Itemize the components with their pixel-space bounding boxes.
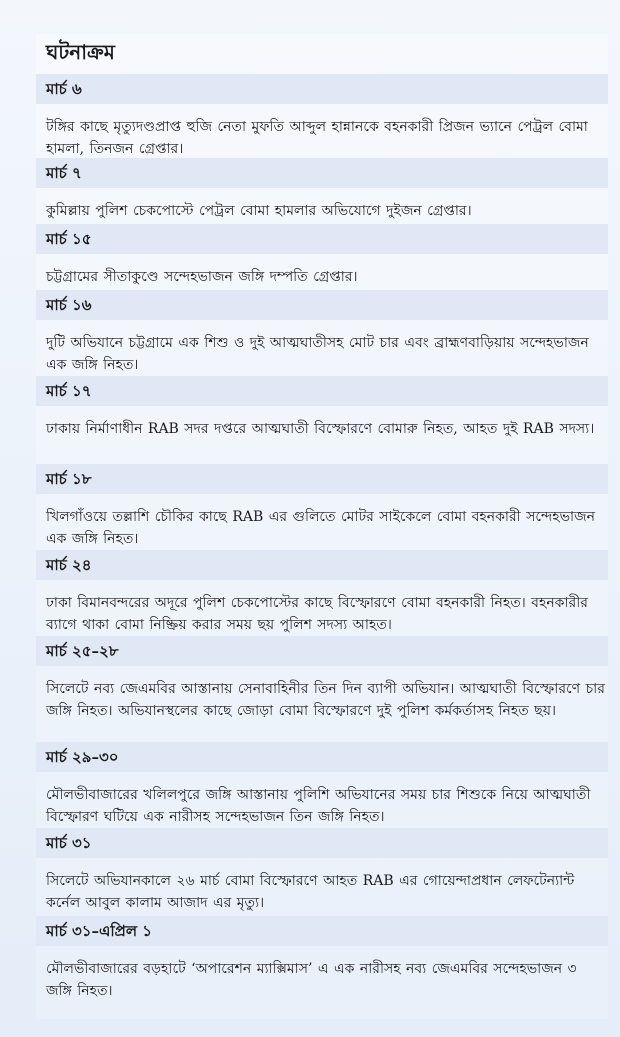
entry-text: ঢাকায় নির্মাণাধীন RAB সদর দপ্তরে আত্মঘাতী বিস্ফোরণে বোমারু নিহত, আহত দুই RAB সদস্য। [46, 421, 595, 437]
entry-text: সিলেটে অভিযানকালে ২৬ মার্চ বোমা বিস্ফোরণে আহত RAB এর গোয়েন্দাপ্রধান লেফটেন্যান্ট কর্নেল আবুল কালাম আজাদ এর মৃত্যু। [46, 873, 575, 911]
entry-text: মৌলভীবাজারের খলিলপুরে জঙ্গি আস্তানায় পুলিশি অভিযানের সময় চার শিশুকে নিয়ে আত্মঘাতী বিস্ফোরণ ঘটিয়ে এক নারীসহ সন্দেহভাজন তিন জঙ্গি নিহত। [46, 787, 591, 825]
entry-text: ঢাকা বিমানবন্দরের অদূরে পুলিশ চেকপোস্টের কাছে বিস্ফোরণে বোমা বহনকারী নিহত। বহনকারীর ব্যাগে থাকা বোমা নিষ্ক্রিয় করার সময় ছয় পুলিশ সদস্য আহত। [46, 595, 588, 633]
date-row [36, 636, 608, 666]
entry-text: খিলগাঁওয়ে তল্লাশি চৌকির কাছে RAB এর গুলিতে মোটর সাইকেলে বোমা বহনকারী সন্দেহভাজন এক জঙ্গি নিহত। [46, 509, 595, 547]
entry-date: মার্চ ১৫ [46, 230, 92, 248]
entry-date: মার্চ ৬ [46, 80, 82, 98]
date-row [36, 74, 608, 104]
entry-date: মার্চ ২৪ [46, 556, 92, 574]
entry-text: চট্টগ্রামের সীতাকুণ্ডে সন্দেহভাজন জঙ্গি দম্পতি গ্রেপ্তার। [46, 269, 358, 285]
entry-date: মার্চ ২৯–৩০ [46, 748, 119, 766]
entry-text: টঙ্গির কাছে মৃত্যুদণ্ডপ্রাপ্ত হুজি নেতা মুফতি আব্দুল হান্নানকে বহনকারী প্রিজন ভ্যানে পেট্রল বোমা হামলা, তিনজন গ্রেপ্তার। [46, 119, 588, 157]
date-row [36, 916, 608, 946]
entry-date: মার্চ ৩১–এপ্রিল ১ [46, 922, 153, 940]
date-row [36, 224, 608, 254]
date-row [36, 376, 608, 406]
date-row [36, 158, 608, 188]
date-row [36, 290, 608, 320]
entry-date: মার্চ ২৫–২৮ [46, 642, 119, 660]
entry-text: দুটি অভিযানে চট্টগ্রামে এক শিশু ও দুই আত্মঘাতীসহ মোট চার এবং ব্রাহ্মণবাড়িয়ায় সন্দেহভাজন এক জঙ্গি নিহত। [46, 335, 589, 373]
entry-date: মার্চ ৭ [46, 164, 82, 182]
entry-text: কুমিল্লায় পুলিশ চেকপোস্টে পেট্রল বোমা হামলার অভিযোগে দুইজন গ্রেপ্তার। [46, 203, 472, 219]
date-row [36, 828, 608, 858]
entry-text: সিলেটে নব্য জেএমবির আস্তানায় সেনাবাহিনীর তিন দিন ব্যাপী অভিযান। আত্মঘাতী বিস্ফোরণে চার জঙ্গি নিহত। অভিযানস্থলের কাছে জোড়া বোমা বিস্ফোরণে দুই পুলিশ কর্মকর্তাসহ নিহত ছয়। [46, 681, 605, 719]
entry-date: মার্চ ১৬ [46, 296, 92, 314]
date-row [36, 464, 608, 494]
entry-date: মার্চ ১৭ [46, 382, 92, 400]
date-row [36, 550, 608, 580]
entry-date: মার্চ ৩১ [46, 834, 92, 852]
page-title: ঘটনাক্রম [46, 40, 115, 64]
entry-date: মার্চ ১৮ [46, 470, 92, 488]
timeline-panel [36, 34, 608, 1019]
date-row [36, 742, 608, 772]
entry-text: মৌলভীবাজারের বড়হাটে ‘অপারেশন ম্যাক্সিমাস’ এ এক নারীসহ নব্য জেএমবির সন্দেহভাজন ৩ জঙ্গি নিহত। [46, 961, 577, 999]
